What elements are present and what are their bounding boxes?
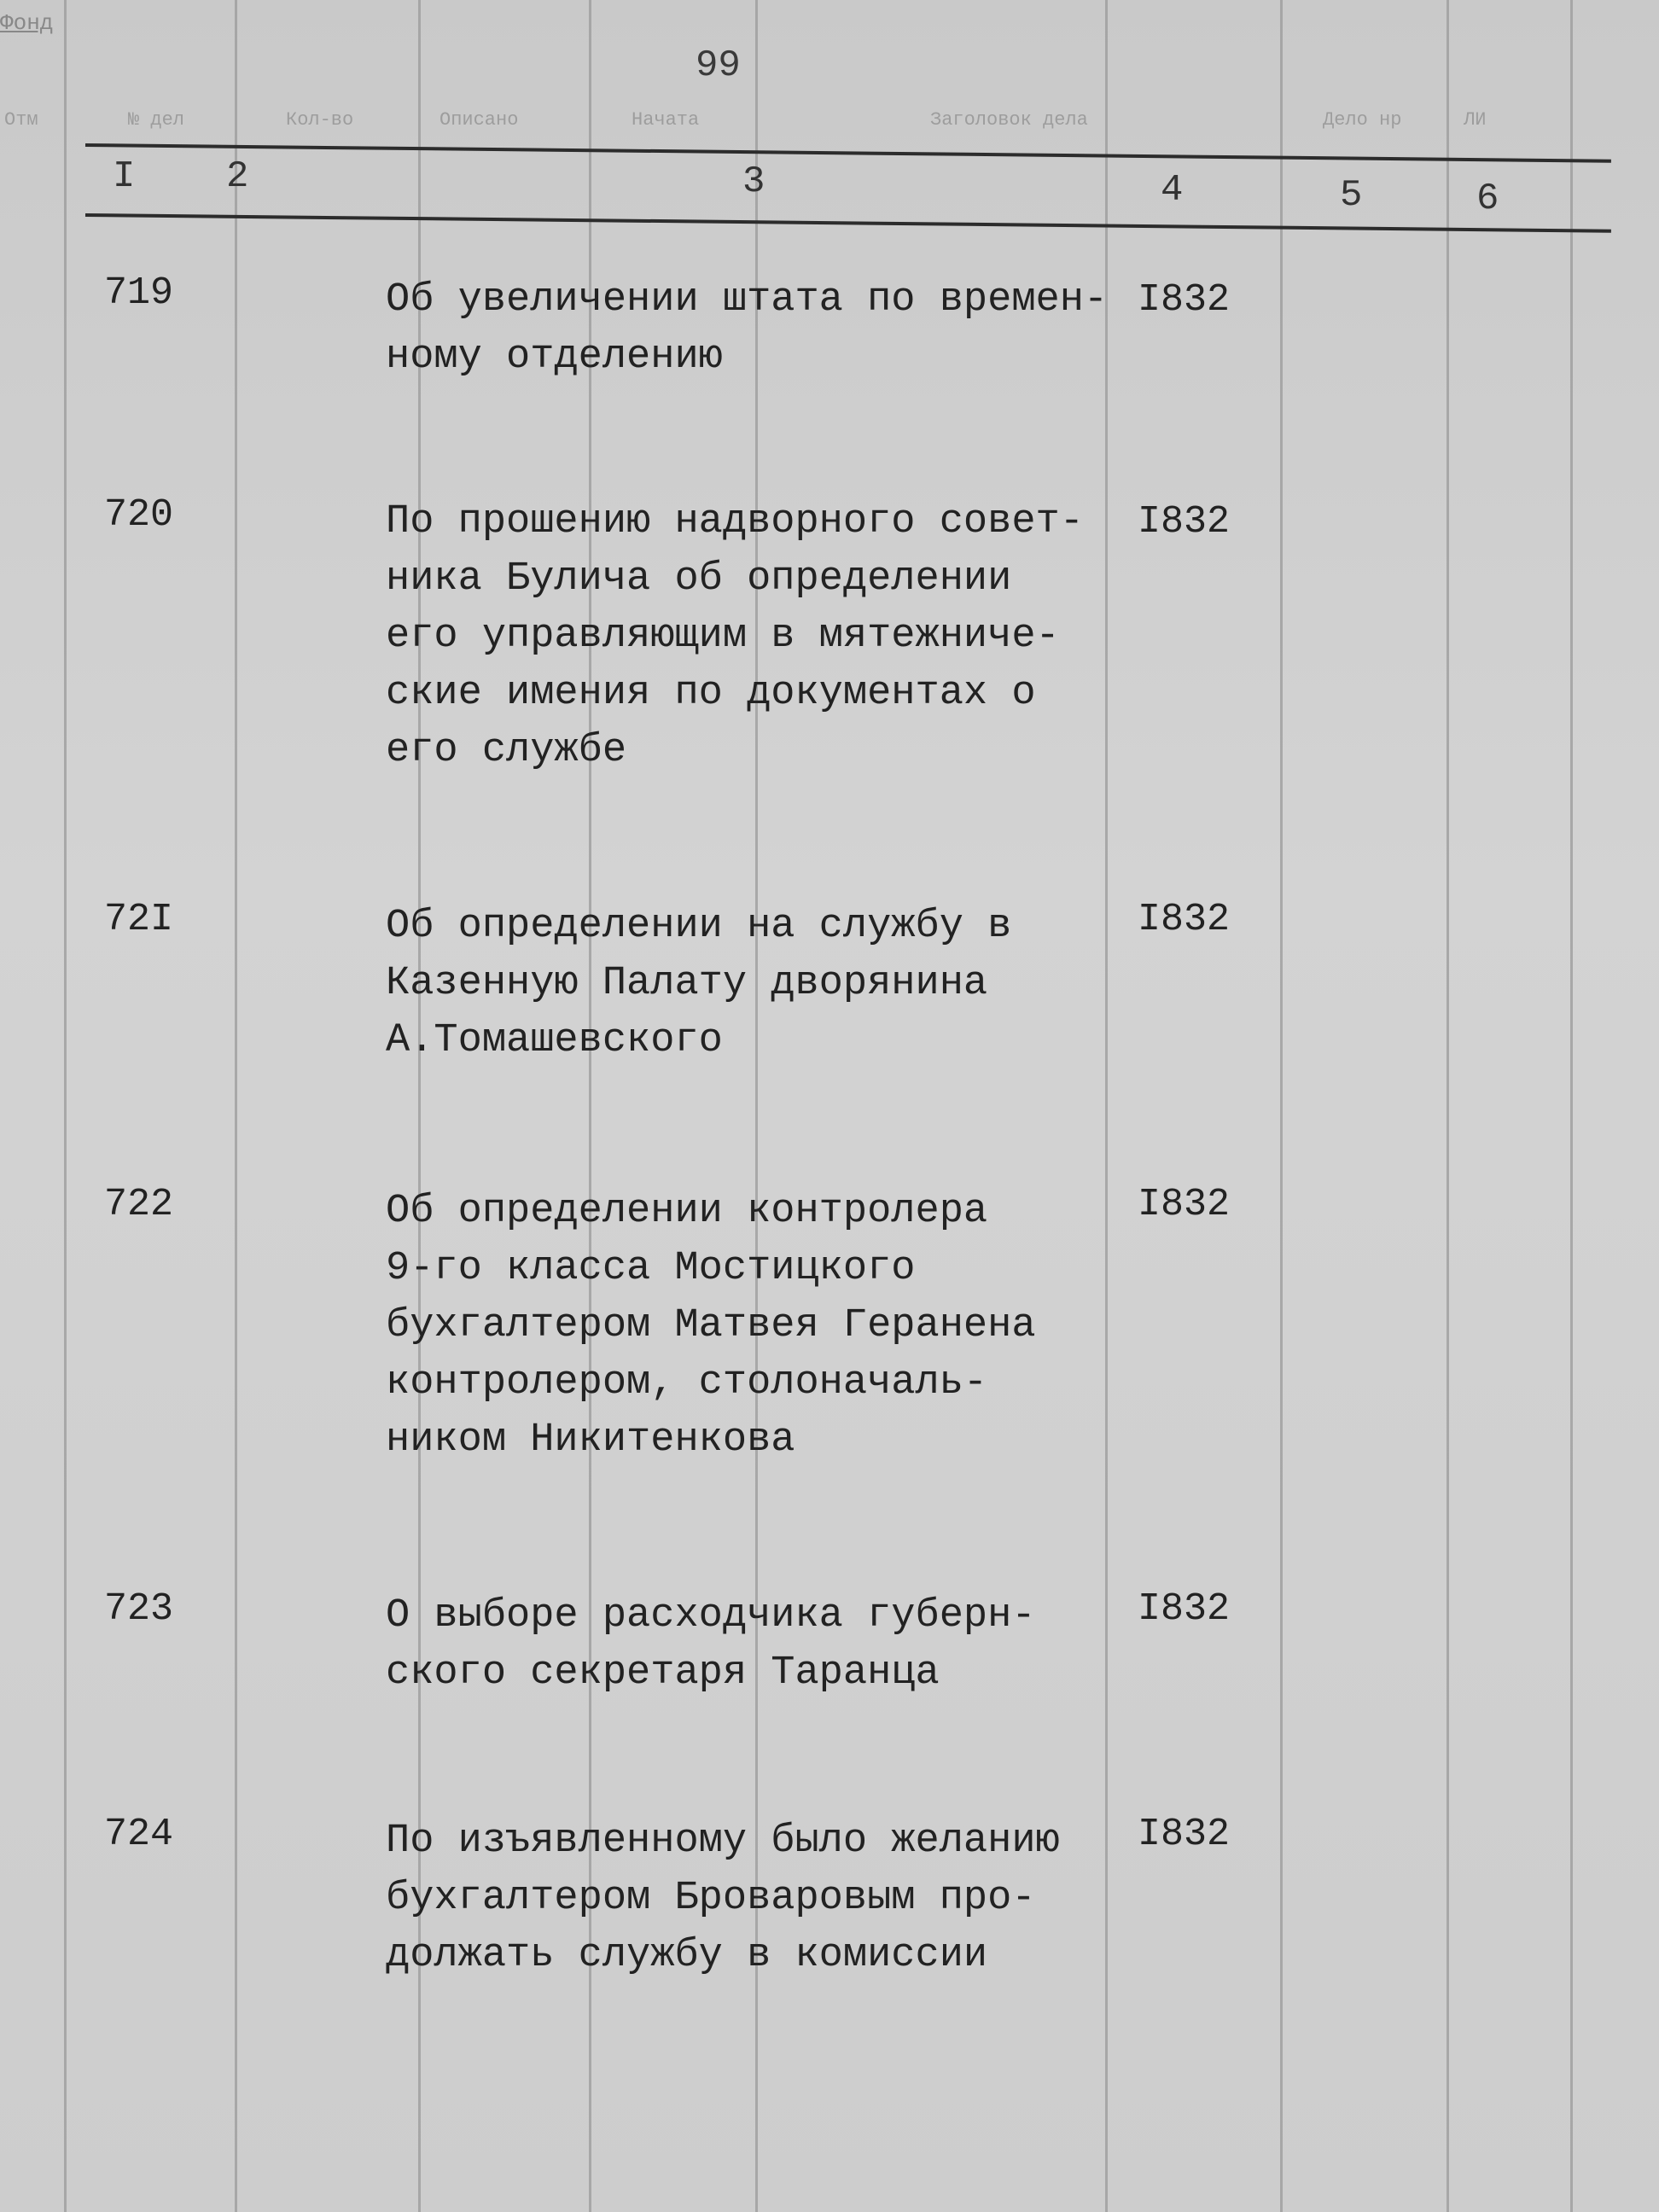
- column-rule: [235, 0, 237, 2212]
- case-number: 720: [104, 493, 174, 537]
- case-number: 722: [104, 1183, 174, 1226]
- case-year: I832: [1138, 898, 1231, 941]
- column-rule: [1570, 0, 1573, 2212]
- case-number: 719: [104, 271, 174, 315]
- case-year: I832: [1138, 1587, 1231, 1631]
- column-number: 3: [742, 160, 765, 203]
- page-number: 99: [696, 44, 741, 87]
- column-rule: [1280, 0, 1283, 2212]
- column-number: 2: [226, 155, 249, 198]
- case-year: I832: [1138, 1183, 1231, 1226]
- column-number: 4: [1161, 169, 1184, 212]
- header-bottom-rule: [85, 213, 1611, 233]
- old-header-cell: Начата: [632, 109, 700, 131]
- case-title: Об увеличении штата по времен- ному отделению: [386, 277, 1109, 380]
- column-number: I: [113, 155, 136, 198]
- column-rule: [1447, 0, 1449, 2212]
- old-header-cell: № дел: [128, 109, 185, 131]
- old-header-cell: ЛИ: [1464, 109, 1487, 131]
- case-year: I832: [1138, 278, 1231, 322]
- case-title: Об определении контролера 9-го класса Мостицкого бухгалтером Матвея Геранена контролером, столоначаль- ником Никитенкова: [386, 1189, 1036, 1463]
- old-header-cell: Отм: [4, 109, 38, 131]
- case-number: 72I: [104, 898, 174, 941]
- old-header-cell: Описано: [439, 109, 519, 131]
- case-number: 724: [104, 1813, 174, 1856]
- case-title: По прошению надворного совет- ника Булича об определении его управляющим в мятежниче- ские имения по документах о его службе: [386, 499, 1084, 773]
- old-header-cell: Дело нр: [1323, 109, 1402, 131]
- case-title: О выборе расходчика губерн- ского секретаря Таранца: [386, 1593, 1036, 1696]
- case-title: Об определении на службу в Казенную Палату дворянина А.Томашевского: [386, 904, 1012, 1063]
- fond-label: Фонд: [0, 10, 54, 36]
- old-header-cell: Кол-во: [286, 109, 354, 131]
- header-top-rule: [85, 143, 1611, 163]
- old-header-cell: Заголовок дела: [930, 109, 1088, 131]
- column-number: 5: [1340, 174, 1363, 217]
- case-title: По изъявленному было желанию бухгалтером Броваровым про- должать службу в комиссии: [386, 1819, 1060, 1978]
- case-year: I832: [1138, 1813, 1231, 1856]
- column-number: 6: [1476, 178, 1499, 220]
- column-rule: [64, 0, 67, 2212]
- case-number: 723: [104, 1587, 174, 1631]
- case-year: I832: [1138, 500, 1231, 544]
